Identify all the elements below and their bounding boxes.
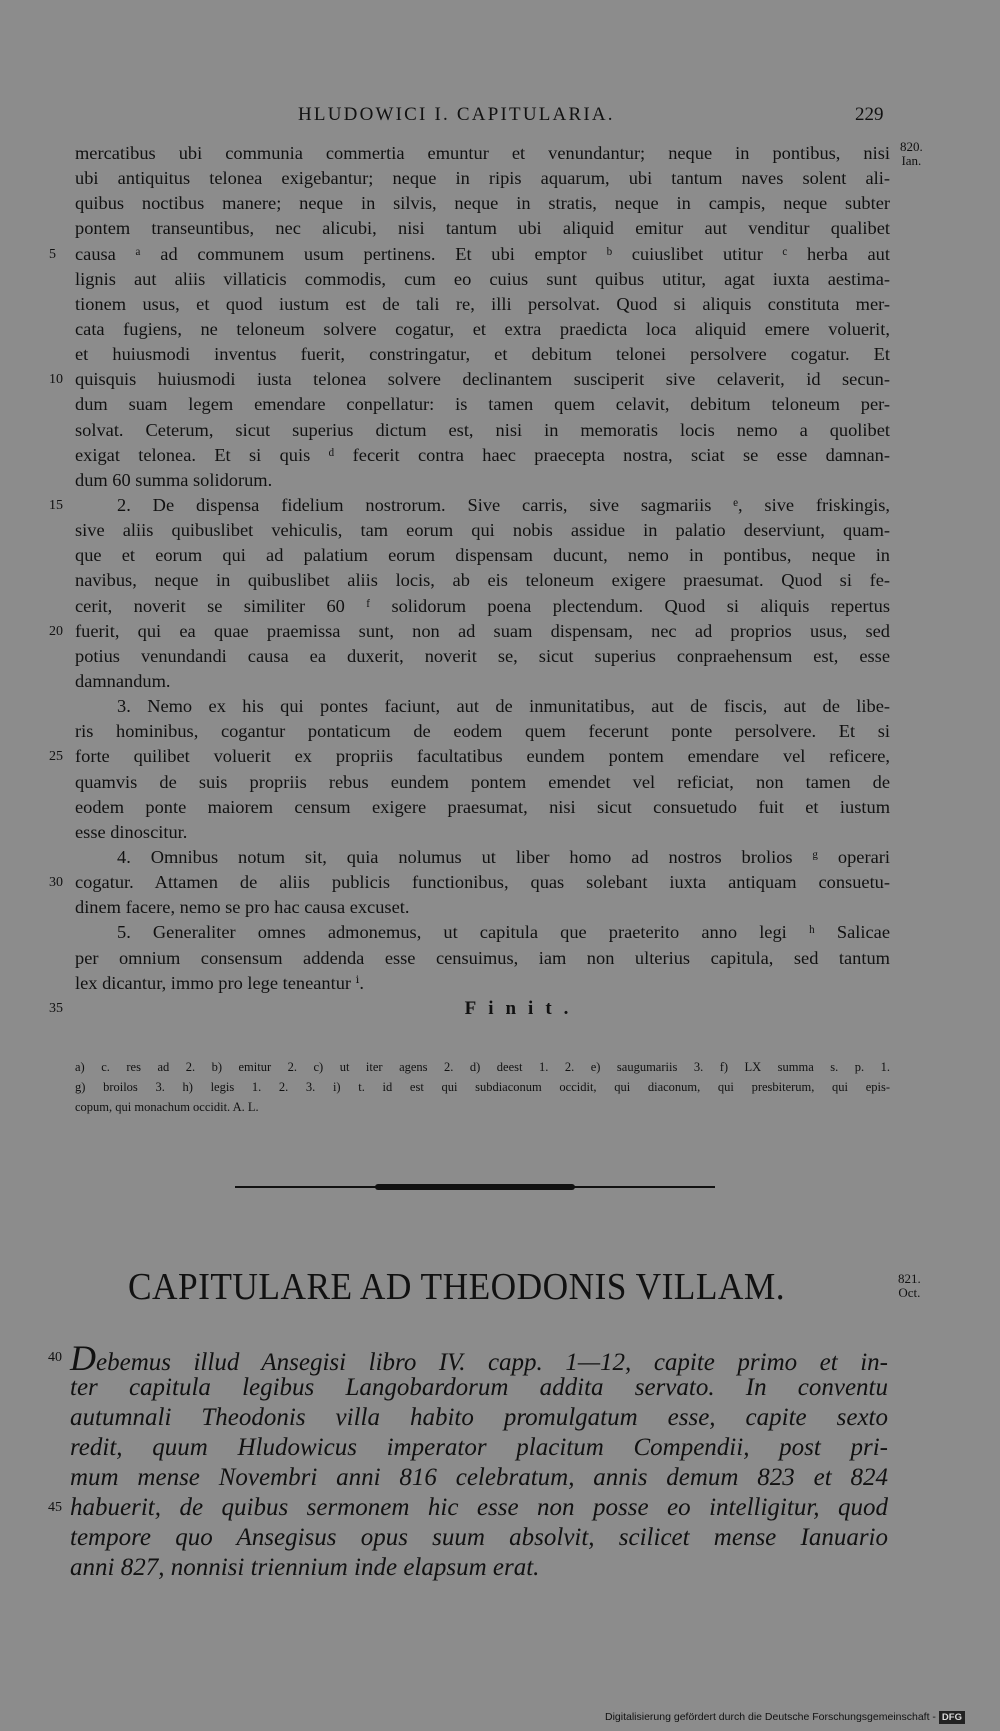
ornamental-divider — [235, 1185, 715, 1189]
finit: Finit. — [464, 997, 581, 1019]
text-line: esse dinoscitur. — [75, 821, 188, 842]
intro-line: autumnali Theodonis villa habito promulgatum esse, capite sexto — [70, 1404, 888, 1431]
text-line: solvat. Ceterum, sicut superius dictum est, nisi in memoratis locis nemo a quolibet — [75, 419, 890, 440]
margin-date — [900, 140, 923, 168]
line-number: 30 — [49, 875, 63, 891]
text-line: lignis aut aliis villaticis commodis, cum eo cuius sunt quibus utitur, agat iuxta aestima- — [75, 268, 890, 289]
text-line: 25 forte quilibet voluerit ex propriis facultatibus eundem pontem emendare vel reficere, — [75, 744, 890, 769]
line-number: 25 — [49, 749, 63, 765]
footnote-line: copum, qui monachum occidit. A. L. — [75, 1100, 259, 1114]
text-line: dum 60 summa solidorum. — [75, 469, 273, 490]
text-line: potius venundandi causa ea duxerit, noverit se, sicut superius conpraehensum est, esse — [75, 645, 890, 666]
line-number: 35 — [49, 1000, 63, 1016]
footnote-line: a) c. res ad 2. b) emitur 2. c) ut iter agens 2. d) deest 1. 2. e) saugumariis 3. f) LX summa s. p. 1. — [75, 1060, 890, 1074]
text-line: 10 quisquis huiusmodi iusta telonea solvere declinantem susciperit sive celaverit, id secun- — [75, 367, 890, 392]
intro-line: redit, quum Hludowicus imperator placitum Compendii, post pri- — [70, 1434, 888, 1461]
running-title: HLUDOWICI I. CAPITULARIA. — [298, 104, 615, 125]
intro-paragraph — [48, 1338, 888, 1583]
intro-line: tempore quo Ansegisus opus suum absolvit, scilicet mense Ianuario — [70, 1524, 888, 1551]
section-margin-year: 821. — [898, 1271, 921, 1286]
intro-line: anni 827, nonnisi triennium inde elapsum erat. — [70, 1554, 540, 1581]
text-line: 20 fuerit, qui ea quae praemissa sunt, non ad suam dispensam, nec ad proprios usus, sed — [75, 619, 890, 644]
text-line: ubi antiquitus telonea exigebantur; neque in ripis aquarum, ubi tantum naves solent ali- — [75, 168, 890, 189]
text-line: 15 2. De dispensa fidelium nostrorum. Sive carris, sive sagmariis ᵉ, sive friskingis, — [75, 493, 890, 518]
intro-line: 40 Debemus illud Ansegisi libro IV. capp. 1—12, capite primo et in- — [48, 1338, 888, 1378]
text-line: 5. Generaliter omnes admonemus, ut capitula que praeterito anno legi ʰ Salicae — [117, 922, 890, 943]
section-margin-month: Oct. — [898, 1285, 921, 1300]
digitization-credit — [605, 1711, 965, 1724]
margin-year: 820. — [900, 139, 923, 154]
text-line: quamvis de suis propriis rebus eundem pontem emendet vel reficiat, non tamen de — [75, 771, 890, 792]
text-line: et huiusmodi inventus fuerit, constringatur, et debitum telonei persolvere cogatur. Et — [75, 344, 890, 365]
line-number: 40 — [48, 1350, 62, 1365]
text-line: 5 causa ᵃ ad communem usum pertinens. Et ubi emptor ᵇ cuiuslibet utitur ᶜ herba aut — [75, 242, 890, 267]
text-line: tionem usus, et quod iustum est de tali re, illi persolvat. Quod si aliquis constituta mer- — [75, 293, 890, 314]
text-line: que et eorum qui ad palatium eorum dispensam ducunt, nemo in pontibus, neque in — [75, 545, 890, 566]
main-text — [49, 141, 890, 1021]
text-line: exigat telonea. Et si quis ᵈ fecerit contra haec praecepta nostra, sciat se esse damnan- — [75, 444, 890, 465]
text-line: mercatibus ubi communia commertia emuntur et venundantur; neque in pontibus, nisi — [75, 143, 890, 163]
page-header — [0, 104, 1000, 134]
intro-line: 45 habuerit, de quibus sermonem hic esse non posse eo intelligitur, quod — [48, 1494, 888, 1521]
text-line: pontem transeuntibus, nec alicubi, nisi tantum ubi aliquid emitur aut venditur qualibet — [75, 218, 890, 239]
text-line: damnandum. — [75, 670, 171, 691]
text-line: cerit, noverit se similiter 60 ᶠ solidorum poena plectendum. Quod si aliquis repertus — [75, 595, 890, 616]
dfg-logo: DFG — [939, 1711, 965, 1724]
intro-line: mum mense Novembri anni 816 celebratum, annis demum 823 et 824 — [70, 1464, 888, 1491]
intro-line: ter capitula legibus Langobardorum addita servato. In conventu — [70, 1374, 888, 1401]
text-line: lex dicantur, immo pro lege teneantur ⁱ. — [75, 972, 364, 993]
section-margin-date — [898, 1272, 921, 1300]
margin-month: Ian. — [901, 153, 922, 168]
footnotes — [75, 1057, 890, 1117]
text-line: per omnium consensum addenda esse censuimus, iam non ulterius capitula, sed tantum — [75, 947, 890, 968]
line-number: 10 — [49, 372, 63, 388]
credit-text: Digitalisierung gefördert durch die Deutsche Forschungsgemeinschaft - — [605, 1711, 936, 1723]
drop-cap: D — [70, 1338, 96, 1378]
text-line: navibus, neque in quibuslibet aliis locis, ab eis teloneum exigere praesumat. Quod si fe- — [75, 570, 890, 591]
line-number: 15 — [49, 497, 63, 513]
text-line: cata fugiens, ne teloneum solvere cogatur, et extra praedicta loca aliquid emere voluerit, — [75, 318, 890, 339]
text-line: dinem facere, nemo se pro hac causa excuset. — [75, 897, 410, 918]
text-line: dum suam legem emendare conpellatur: is tamen quem celavit, debitum teloneum per- — [75, 394, 890, 415]
text-line: 30 cogatur. Attamen de aliis publicis functionibus, quas solebant iuxta antiquam consuetu- — [75, 870, 890, 895]
text-line: ris hominibus, cogantur pontaticum de eodem quem fecerunt ponte persolvere. Et si — [75, 721, 890, 742]
text-line: 4. Omnibus notum sit, quia nolumus ut liber homo ad nostros brolios ᵍ operari — [117, 846, 890, 867]
section-title: CAPITULARE AD THEODONIS VILLAM. — [128, 1266, 786, 1308]
page-number: 229 — [855, 104, 884, 125]
finit-line — [49, 996, 890, 1021]
line-number: 5 — [49, 246, 56, 262]
line-number: 20 — [49, 623, 63, 639]
text-line: sive aliis quibuslibet vehiculis, tam eorum qui nobis assidue in palatio deserviunt, quam- — [75, 520, 890, 541]
footnote-line: g) broilos 3. h) legis 1. 2. 3. i) t. id est qui subdiaconum occidit, qui diaconum, qui presbiterum, qui epis- — [75, 1080, 890, 1094]
text-line: quibus noctibus manere; neque in silvis, neque in stratis, neque in campis, neque subter — [75, 193, 890, 214]
line-number: 45 — [48, 1500, 62, 1515]
text-line: eodem ponte maiorem censum exigere praesumat, nisi sicut consuetudo fuit et iustum — [75, 796, 890, 817]
text-line: 3. Nemo ex his qui pontes faciunt, aut de inmunitatibus, aut de fiscis, aut de libe- — [117, 696, 890, 717]
